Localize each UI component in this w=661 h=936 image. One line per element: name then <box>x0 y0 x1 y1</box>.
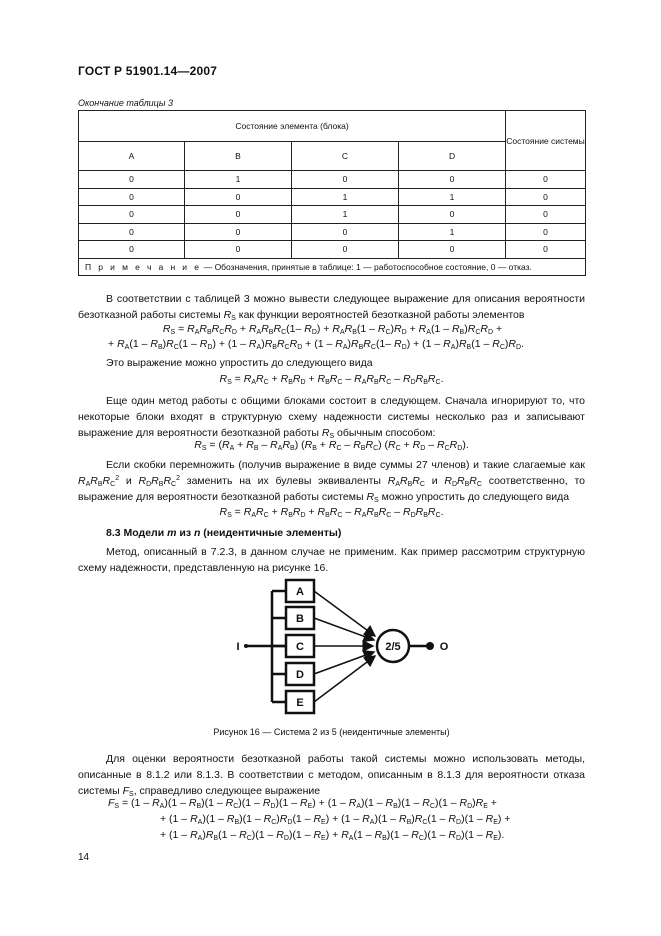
paragraph-2: Это выражение можно упростить до следующего вида <box>106 357 373 369</box>
col-header-b: B <box>185 142 292 171</box>
table-row: 0 1 0 0 0 <box>79 171 586 189</box>
vote-label: 2/5 <box>385 641 401 653</box>
output-dot <box>426 642 434 650</box>
table-row: 0 0 1 0 0 <box>79 206 586 224</box>
equation-5-cont-1: + $(1 - R_A)(1 - R_B)(1 - R_C)R_D(1 - R_E) + (1 - R_A)(1 - R_B)R_C(1 - R_D)(1 - R_E)$ + <box>160 813 511 826</box>
equation-1: $R_S = R_AR_BR_CR_D + R_AR_BR_C(1-$ $R_D) + R_AR_B(1 - R_C)R_D + R_A(1 - R_B)R_CR_D$ + <box>162 323 503 336</box>
equation-5: $F_S = (1 - R_A)(1 - R_B)(1 - R_C)(1 - R_D)(1 - R_E) + (1 - R_A)(1 - R_B)(1 - R_C)(1 - R_D)R_E$ + <box>108 797 497 810</box>
paragraph-1: В соответствии с таблицей 3 можно вывести следующее выражение для описания вероятности безотказной работы системы $R_S$ как функции вероятностей безотказной работы элементов <box>78 293 585 322</box>
figure-caption: Рисунок 16 — Система 2 из 5 (неидентичные элементы) <box>213 727 450 737</box>
equation-5-cont-2: + $(1 - R_A)R_B(1 - R_C)(1 - R_D)(1 - R_E) + R_A(1 - R_B)(1 - R_C)(1 - R_D)(1 - R_E)$. <box>160 829 505 842</box>
reliability-block-diagram <box>230 575 470 720</box>
table-row: 0 0 0 1 0 <box>79 223 586 241</box>
document-header: ГОСТ Р 51901.14—2007 <box>78 64 218 78</box>
table-row: 0 0 1 1 0 <box>79 188 586 206</box>
block-label-e: E <box>296 697 304 709</box>
paragraph-4: Если скобки перемножить (получив выражение в виде суммы 27 членов) и такие слагаемые как $R_AR_BR_C^2$ и $R_DR_BR_C^2$ заменить на их булевы эквиваленты $R_AR_BR_C$ и $R_DR_BR_C$ соответственно, то выражение для вероятности безотказной работы системы $R_S$ можно упростить до следующего вида <box>78 459 586 504</box>
equation-1-cont: + $R_A(1 - R_B)R_C(1 - R_D) + (1 - R_A)R_BR_CR_D + (1 - R_A)R_BR_C(1-$ $R_D) + (1 - R_A)R_B(1 - R_C)R_D$. <box>108 338 524 351</box>
system-header: Состояние системы <box>506 111 586 171</box>
paragraph-5: Метод, описанный в 7.2.3, в данном случае не применим. Как пример рассмотрим структурную схему надежности, представленную на рисунке 16. <box>78 546 585 574</box>
input-dot <box>244 644 248 648</box>
page-number: 14 <box>78 852 90 863</box>
block-label-a: A <box>296 586 304 598</box>
group-header: Состояние элемента (блока) <box>79 111 506 142</box>
table-note: П р и м е ч а н и е — Обозначения, принятые в таблице: 1 — работоспособное состояние, 0 — отказ. <box>79 258 586 276</box>
section-heading: 8.3 Модели m из n (неидентичные элементы) <box>106 527 342 539</box>
output-label: O <box>439 641 449 653</box>
equation-2: $R_S = R_AR_C + R_BR_D + R_BR_C - R_AR_BR_C - R_DR_BR_C$. <box>219 373 444 386</box>
table-caption: Окончание таблицы 3 <box>78 98 173 108</box>
paragraph-3: Еще один метод работы с общими блоками состоит в следующем. Сначала игнорируют то, что некоторые блоки входят в структурную схему надежности системы несколько раз и записывают выражение для вероятности безотказной работы $R_S$ обычным способом: <box>78 395 585 440</box>
input-label: I <box>236 641 240 653</box>
table-row: 0 0 0 0 0 <box>79 241 586 259</box>
block-label-c: C <box>296 641 304 653</box>
equation-3: $R_S = (R_A + R_B - R_AR_B) (R_B + R_C - R_BR_C) (R_C + R_D - R_CR_D)$. <box>194 439 469 452</box>
state-table <box>78 110 586 276</box>
block-label-b: B <box>296 613 304 625</box>
col-header-a: A <box>79 142 185 171</box>
paragraph-6: Для оценки вероятности безотказной работы такой системы можно использовать методы, описанные в 8.1.2 или 8.1.3. В соответствии с методом, описанным в 8.1.3 для вероятности отказа системы $F_S$, справедливо следующее выражение <box>78 753 585 798</box>
col-header-d: D <box>399 142 506 171</box>
col-header-c: C <box>292 142 399 171</box>
block-label-d: D <box>296 669 304 681</box>
equation-4: $R_S = R_AR_C + R_BR_D + R_BR_C - R_AR_BR_C - R_DR_BR_C$. <box>219 506 444 519</box>
